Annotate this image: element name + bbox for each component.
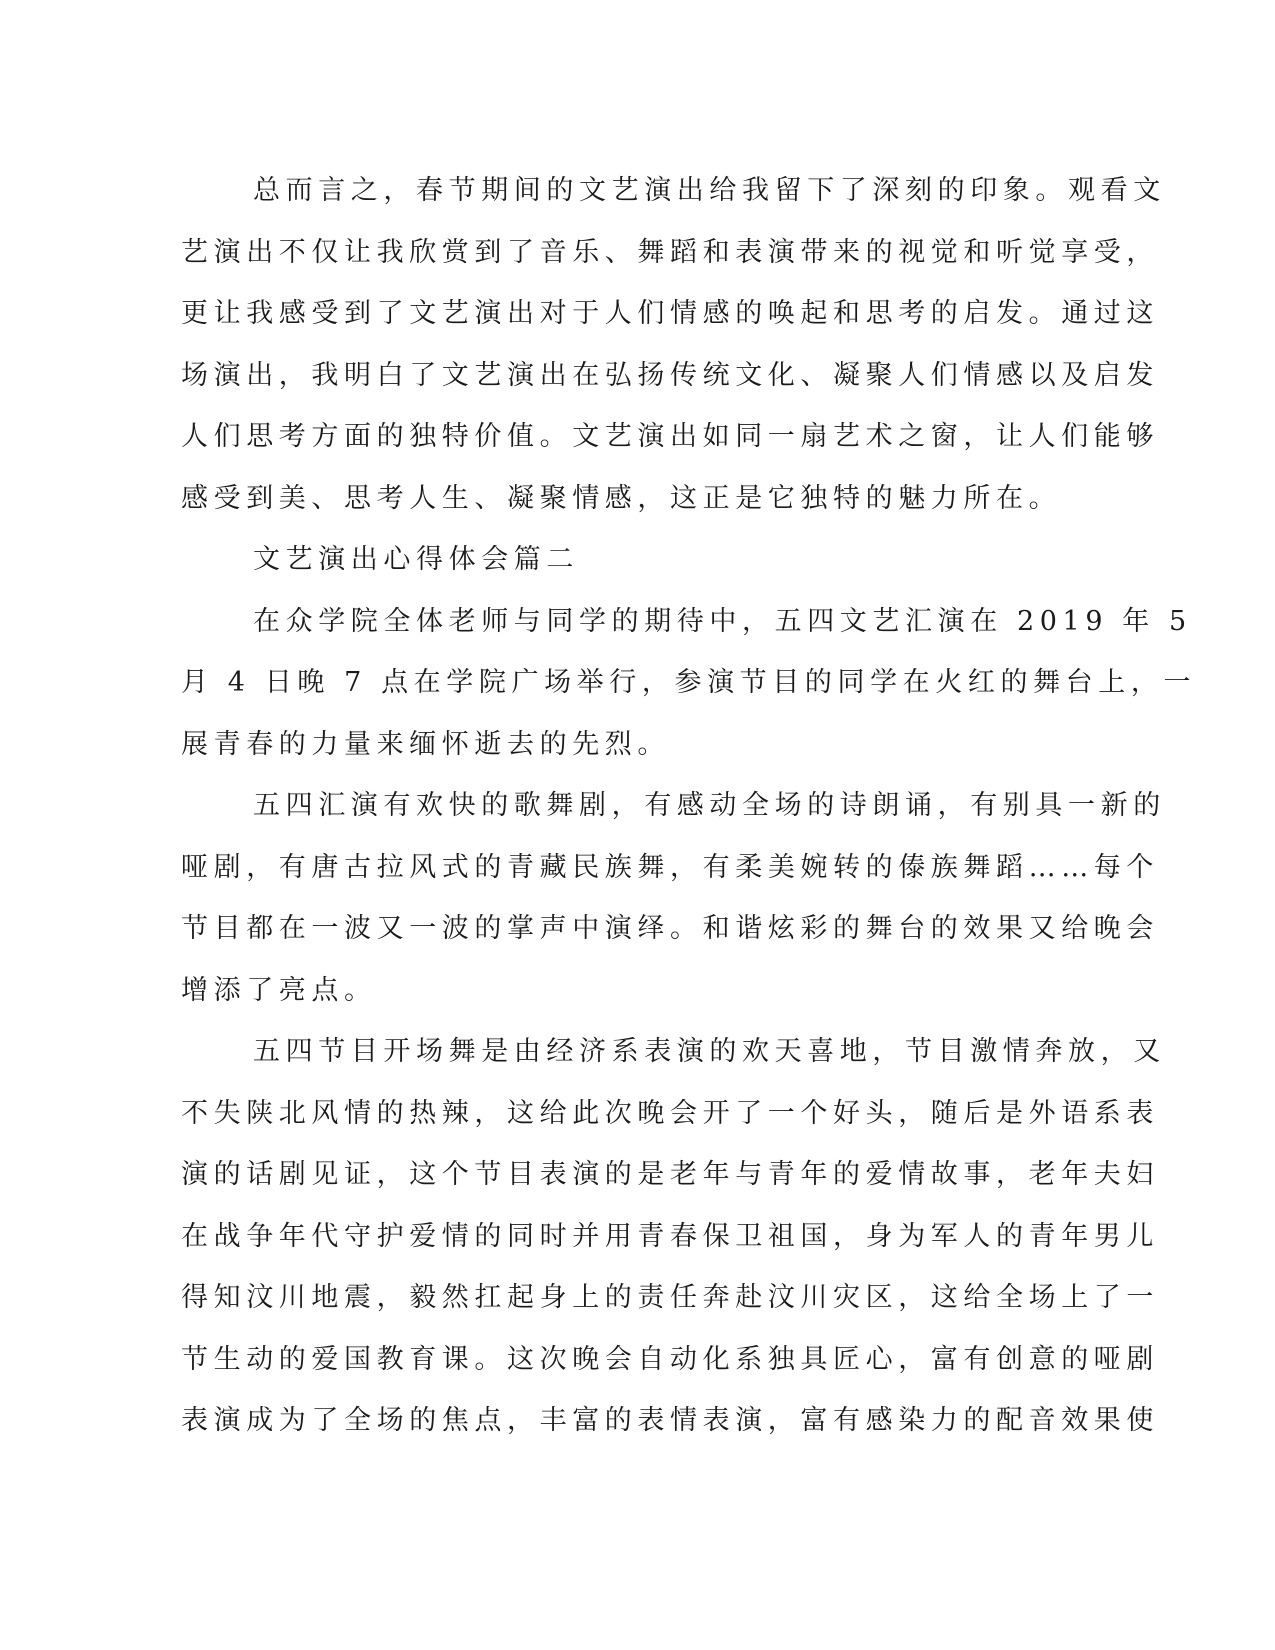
paragraph-line: 演的话剧见证，这个节目表演的是老年与青年的爱情故事，老年夫妇: [181, 1159, 1159, 1190]
section-heading: 文艺演出心得体会篇二: [253, 544, 579, 575]
paragraph-line: 场演出，我明白了文艺演出在弘扬传统文化、凝聚人们情感以及启发: [181, 359, 1159, 391]
paragraph-line: 在众学院全体老师与同学的期待中，五四文艺汇演在 2019 年 5: [253, 605, 1192, 637]
paragraph-line: 五四节目开场舞是由经济系表演的欢天喜地，节目激情奔放，又: [253, 1036, 1166, 1067]
paragraph-line: 人们思考方面的独特价值。文艺演出如同一扇艺术之窗，让人们能够: [181, 421, 1159, 452]
paragraph-line: 月 4 日晚 7 点在学院广场举行，参演节目的同学在火红的舞台上，一: [181, 667, 1197, 698]
paragraph-line: 展青春的力量来缅怀逝去的先烈。: [181, 728, 670, 760]
paragraph-line: 哑剧，有唐古拉风式的青藏民族舞，有柔美婉转的傣族舞蹈……每个: [181, 851, 1159, 883]
paragraph-line: 增添了亮点。: [181, 974, 377, 1006]
paragraph-line: 得知汶川地震，毅然扛起身上的责任奔赴汶川灾区，这给全场上了一: [181, 1282, 1159, 1313]
paragraph-line: 更让我感受到了文艺演出对于人们情感的唤起和思考的启发。通过这: [181, 298, 1159, 329]
document-body: [181, 160, 1197, 1452]
paragraph-line: 在战争年代守护爱情的同时并用青春保卫祖国，身为军人的青年男儿: [181, 1220, 1159, 1252]
paragraph-line: 五四汇演有欢快的歌舞剧，有感动全场的诗朗诵，有别具一新的: [253, 790, 1166, 821]
paragraph-line: 节生动的爱国教育课。这次晚会自动化系独具匠心，富有创意的哑剧: [181, 1343, 1159, 1375]
paragraph-line: 感受到美、思考人生、凝聚情感，这正是它独特的魅力所在。: [181, 482, 1062, 514]
paragraph-line: 节目都在一波又一波的掌声中演绎。和谐炫彩的舞台的效果又给晚会: [181, 913, 1159, 944]
paragraph-line: 不失陕北风情的热辣，这给此次晚会开了一个好头，随后是外语系表: [181, 1097, 1159, 1129]
paragraph-line: 总而言之，春节期间的文艺演出给我留下了深刻的印象。观看文: [253, 175, 1166, 206]
paragraph-line: 艺演出不仅让我欣赏到了音乐、舞蹈和表演带来的视觉和听觉享受，: [181, 236, 1159, 268]
paragraph-line: 表演成为了全场的焦点，丰富的表情表演，富有感染力的配音效果使: [181, 1405, 1159, 1436]
